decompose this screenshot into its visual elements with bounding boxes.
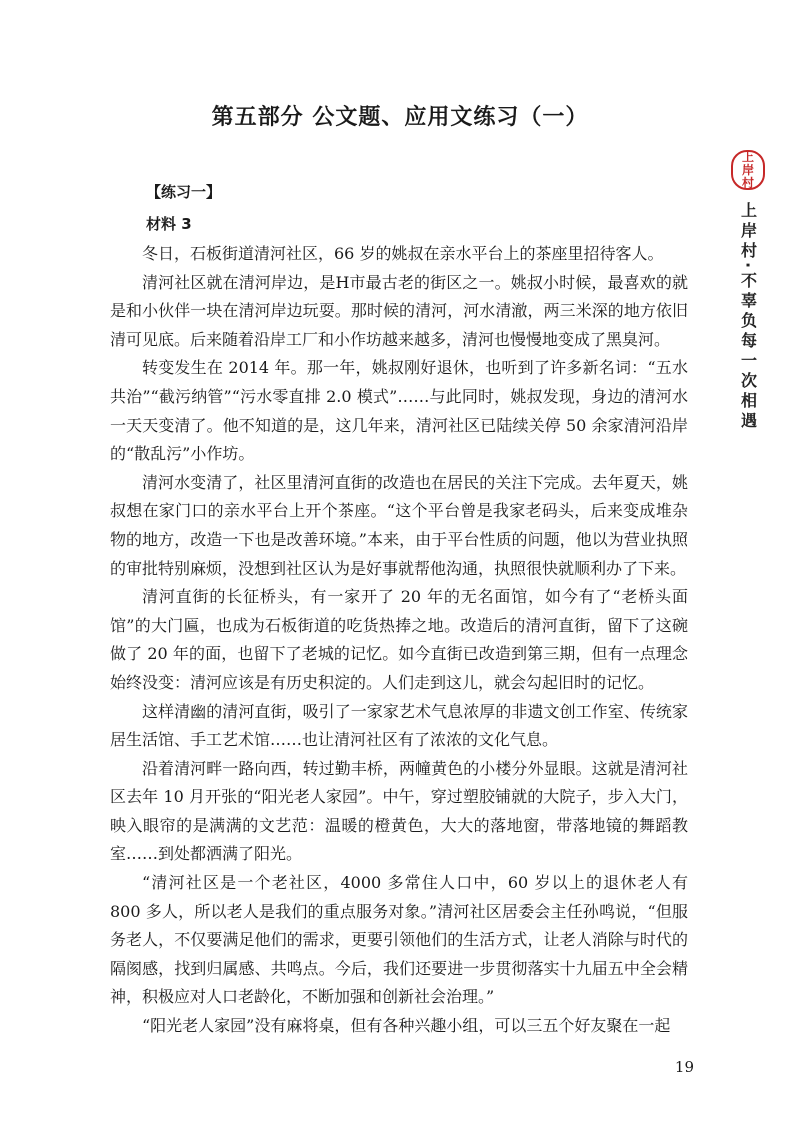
- brand-strip: [728, 150, 768, 432]
- paragraph: 清河水变清了，社区里清河直街的改造也在居民的关注下完成。去年夏天，姚叔想在家门口的亲水平台上开个茶座。“这个平台曾是我家老码头，后来变成堆杂物的地方，改造一下也是改善环境。”本来，由于平台性质的问题，他以为营业执照的审批特别麻烦，没想到社区认为是好事就帮他沟通，执照很快就顺利办了下来。: [110, 472, 688, 578]
- paragraph: 冬日，石板街道清河社区，66 岁的姚叔在亲水平台上的茶座里招待客人。: [142, 244, 664, 263]
- seal-char: 村: [741, 175, 754, 190]
- paragraph: 转变发生在 2014 年。那一年，姚叔刚好退休，也听到了许多新名词：“五水共治”“截污纳管”“污水零直排 2.0 模式”……与此同时，姚叔发现，身边的清河水一天天变清了。他不知道的是，这几年来，清河社区已陆续关停 50 余家清河沿岸的“散乱污”小作坊。: [110, 358, 688, 464]
- paragraph: 这样清幽的清河直街，吸引了一家家艺术气息浓厚的非遗文创工作室、传统家居生活馆、手工艺术馆……也让清河社区有了浓浓的文化气息。: [110, 701, 688, 750]
- page-title: 第五部分 公文题、应用文练习（一）: [211, 105, 589, 130]
- brand-seal-logo: [731, 150, 765, 190]
- section-label: 【练习一】: [146, 183, 222, 201]
- paragraph: 沿着清河畔一路向西，转过勤丰桥，两幢黄色的小楼分外显眼。这就是清河社区去年 10 月开张的“阳光老人家园”。中午，穿过塑胶铺就的大院子，步入大门，映入眼帘的是满满的文艺范：温暖的橙黄色，大大的落地窗，带落地镜的舞蹈教室……到处都洒满了阳光。: [110, 758, 688, 864]
- paragraph: 清河直街的长征桥头，有一家开了 20 年的无名面馆，如今有了“老桥头面馆”的大门匾，也成为石板街道的吃货热捧之地。改造后的清河直街，留下了这碗做了 20 年的面，也留下了老城的记忆。如今直街已改造到第三期，但有一点理念始终没变：清河应该是有历史积淀的。人们走到这儿，就会勾起旧时的记忆。: [110, 587, 688, 692]
- document-body: [110, 178, 688, 1041]
- material-label: 材料 3: [146, 215, 192, 233]
- paragraph: “清河社区是一个老社区，4000 多常住人口中，60 岁以上的退休老人有 800 多人，所以老人是我们的重点服务对象。”清河社区居委会主任孙鸣说，“但服务老人，不仅要满足他们的需求，更要引领他们的生活方式，让老人消除与时代的隔阂感，找到归属感、共鸣点。今后，我们还要进一步贯彻落实十九届五中全会精神，积极应对人口老龄化，不断加强和创新社会治理。”: [110, 873, 688, 1007]
- paragraph: 清河社区就在清河岸边，是H市最古老的街区之一。姚叔小时候，最喜欢的就是和小伙伴一块在清河岸边玩耍。那时候的清河，河水清澈，两三米深的地方依旧清可见底。后来随着沿岸工厂和小作坊越来越多，清河也慢慢地变成了黑臭河。: [110, 272, 688, 349]
- seal-char: 上: [741, 149, 754, 164]
- seal-char: 岸: [741, 162, 754, 177]
- page-number: 19: [674, 1058, 694, 1076]
- paragraph: “阳光老人家园”没有麻将桌，但有各种兴趣小组，可以三五个好友聚在一起: [142, 1016, 671, 1036]
- brand-slogan: 上岸村·不辜负每一次相遇: [738, 202, 758, 433]
- body-text: [110, 240, 688, 1041]
